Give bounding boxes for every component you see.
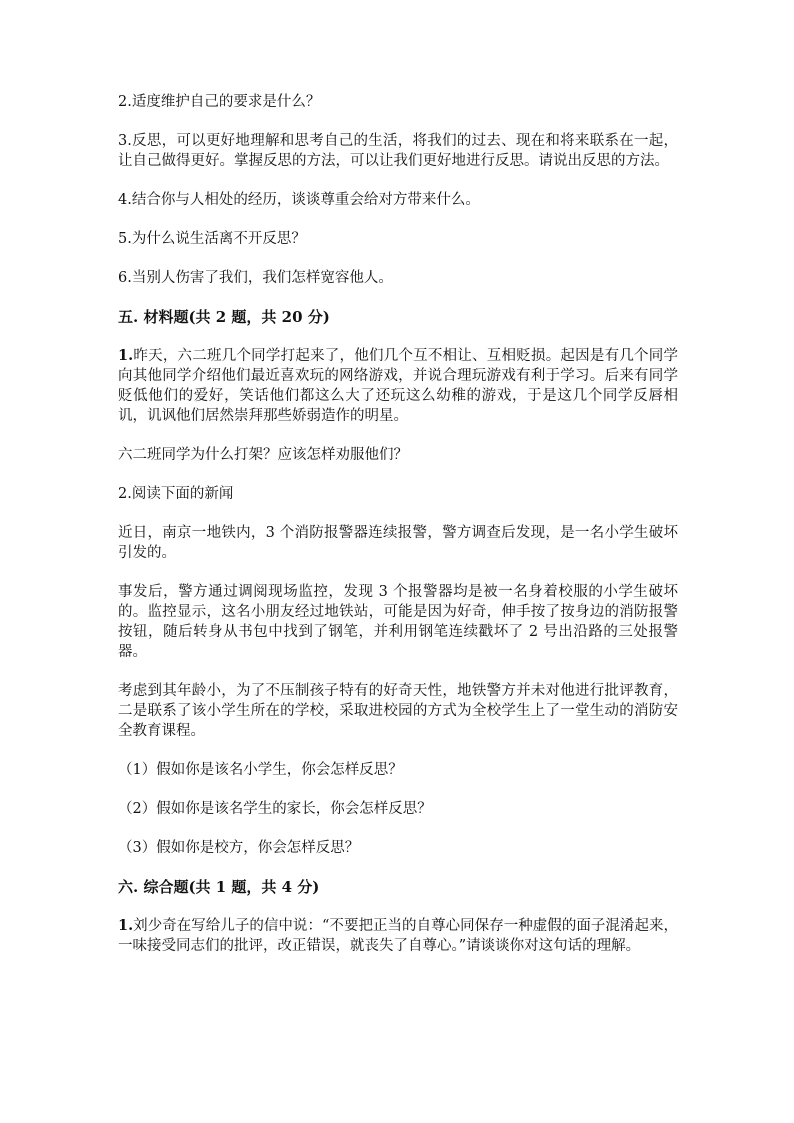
question-4-2 — [118, 92, 678, 112]
question-number: 5. — [118, 231, 132, 247]
question-text: 刘少奇在写给儿子的信中说：“不要把正当的自尊心同保存一种虚假的面子混淆起来，一味接受同志们的批评，改正错误，就丧失了自尊心。”请谈谈你对这句话的理解。 — [118, 918, 678, 954]
question-number: 2. — [118, 486, 132, 502]
question-number: 2. — [118, 94, 132, 110]
question-text: 为什么说生活离不开反思？ — [131, 231, 306, 247]
document-page — [118, 92, 678, 975]
question-text: 反思，可以更好地理解和思考自己的生活，将我们的过去、现在和将来联系在一起，让自己做得更好。掌握反思的方法，可以让我们更好地进行反思。请说出反思的方法。 — [118, 133, 678, 169]
news-paragraph-3: 考虑到其年龄小，为了不压制孩子特有的好奇天性，地铁警方并未对他进行批评教育，二是联系了该小学生所在的学校，采取进校园的方式为全校学生上了一堂生动的消防安全教育课程。 — [118, 683, 678, 739]
question-number: 1. — [118, 917, 134, 934]
question-text: 结合你与人相处的经历，谈谈尊重会给对方带来什么。 — [131, 192, 480, 208]
sub-question-3: （3）假如你是校方，你会怎样反思？ — [118, 840, 360, 856]
question-5-2 — [118, 484, 678, 504]
section-5-heading: 五. 材料题(共 2 题，共 20 分) — [118, 308, 330, 326]
question-4-3 — [118, 131, 678, 171]
question-text: 昨天，六二班几个同学打起来了，他们几个互不相让、互相贬损。起因是有几个同学向其他同学介绍他们最近喜欢玩的网络游戏，并说合理玩游戏有利于学习。后来有同学贬低他们的爱好，笑话他们都这么大了还玩这么幼稚的游戏，于是这几个同学反唇相讥，讥讽他们居然崇拜那些娇弱造作的明星。 — [118, 348, 678, 424]
sub-question-2: （2）假如你是该名学生的家长，你会怎样反思？ — [118, 801, 432, 817]
section-6-heading: 六. 综合题(共 1 题，共 4 分) — [118, 878, 320, 896]
question-4-4 — [118, 190, 678, 210]
question-5-1-prompt: 六二班同学为什么打架？应该怎样劝服他们？ — [118, 447, 408, 463]
question-number: 6. — [118, 270, 132, 286]
sub-question-1: （1）假如你是该名小学生，你会怎样反思？ — [118, 762, 403, 778]
question-text: 当别人伤害了我们，我们怎样宽容他人。 — [131, 270, 393, 286]
news-paragraph-2: 事发后，警方通过调阅现场监控，发现 3 个报警器均是被一名身着校服的小学生破坏的。监控显示，这名小朋友经过地铁站，可能是因为好奇，伸手按了按身边的消防报警按钮，随后转身从书包中找到了钢笔，并利用钢笔连续戳坏了 2 号出沿路的三处报警器。 — [118, 584, 678, 660]
question-text: 适度维护自己的要求是什么？ — [131, 94, 321, 110]
question-5-1 — [118, 346, 678, 426]
question-6-1 — [118, 916, 678, 956]
question-number: 1. — [118, 347, 134, 364]
question-text: 阅读下面的新闻 — [131, 486, 234, 502]
question-number: 3. — [118, 133, 132, 149]
question-number: 4. — [118, 192, 132, 208]
question-4-5 — [118, 229, 678, 249]
news-paragraph-1: 近日，南京一地铁内，3 个消防报警器连续报警，警方调查后发现，是一名小学生破坏引发的。 — [118, 525, 678, 561]
question-4-6 — [118, 268, 678, 288]
